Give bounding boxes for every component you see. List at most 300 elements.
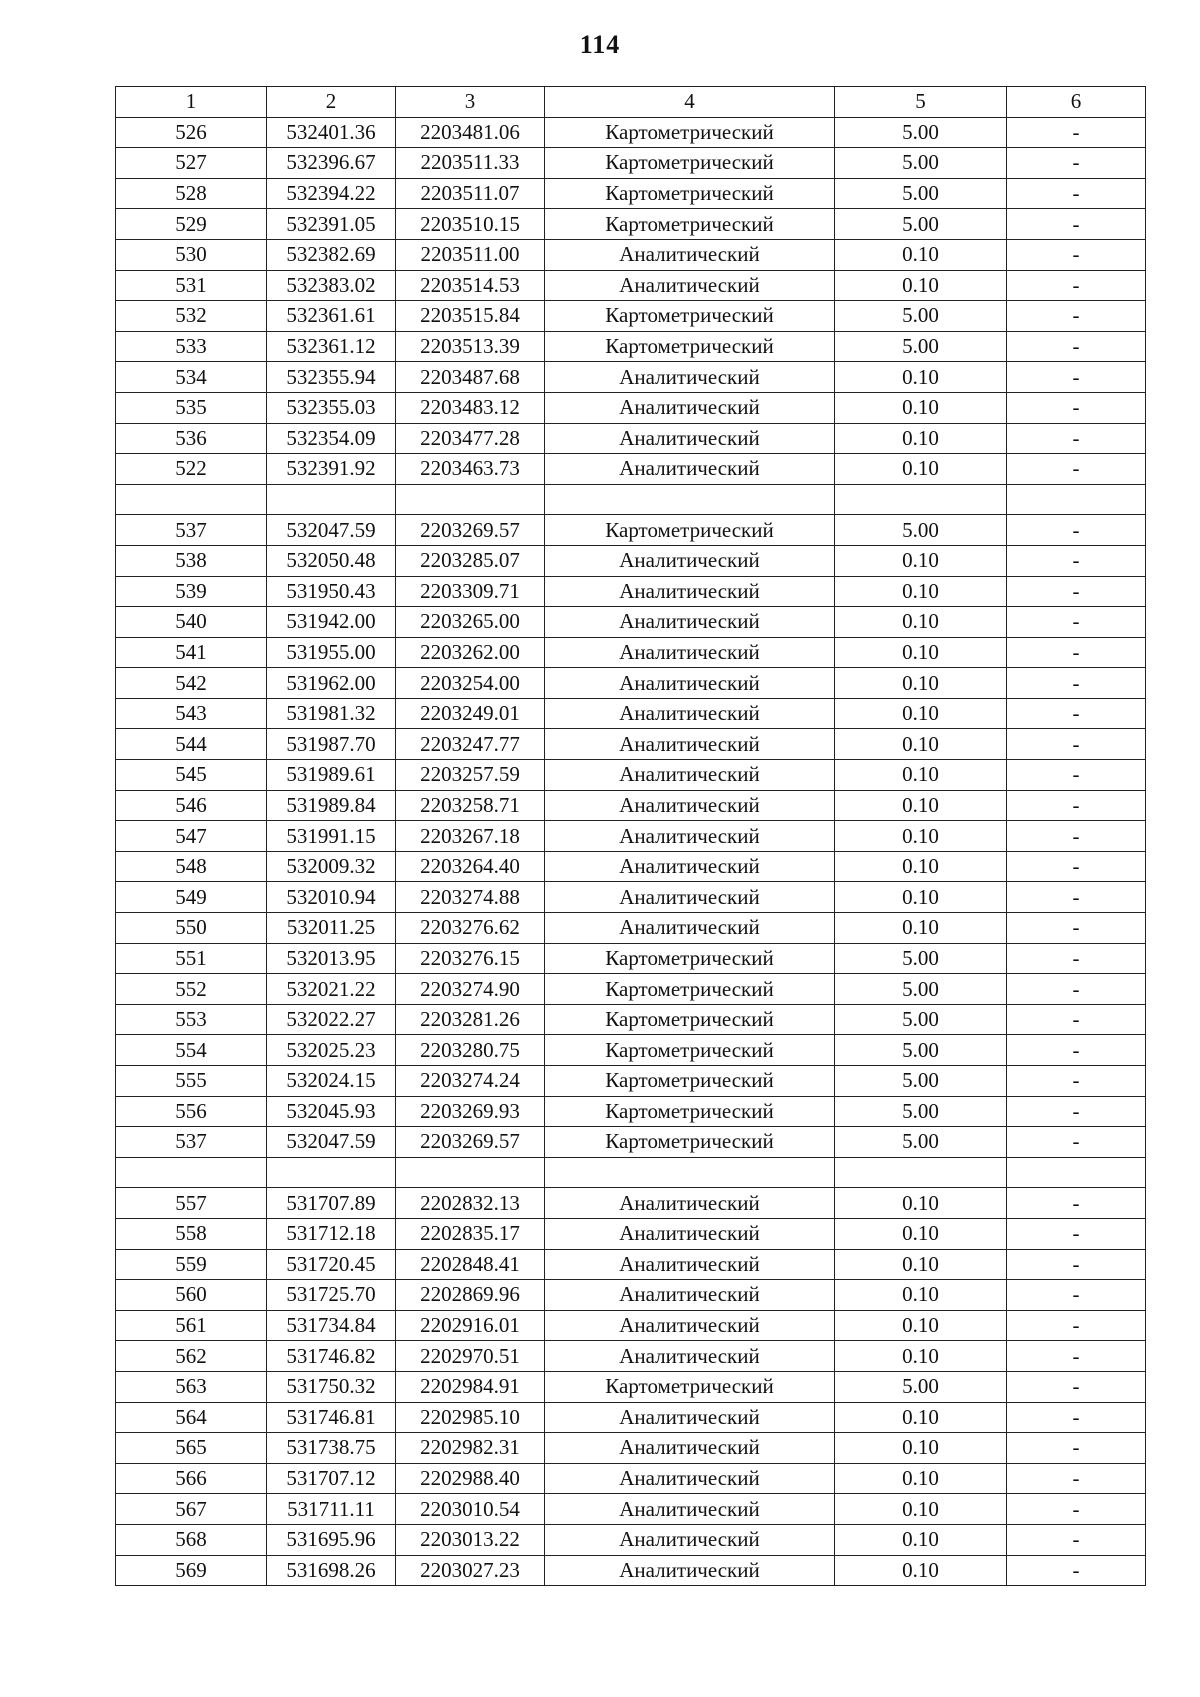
table-row xyxy=(116,1524,1146,1555)
point-number-cell: 556 xyxy=(116,1096,267,1127)
y-coordinate-cell: 2203274.88 xyxy=(396,882,545,913)
table-row xyxy=(116,423,1146,454)
note-cell: - xyxy=(1007,1371,1146,1402)
accuracy-cell: 0.10 xyxy=(835,1463,1007,1494)
table-row xyxy=(116,637,1146,668)
method-cell: Картометрический xyxy=(545,1127,835,1158)
point-number-cell: 535 xyxy=(116,392,267,423)
method-cell: Картометрический xyxy=(545,943,835,974)
note-cell xyxy=(1007,484,1146,515)
x-coordinate-cell xyxy=(267,484,396,515)
accuracy-cell: 5.00 xyxy=(835,1371,1007,1402)
accuracy-cell: 5.00 xyxy=(835,943,1007,974)
table-row xyxy=(116,760,1146,791)
y-coordinate-cell: 2202988.40 xyxy=(396,1463,545,1494)
method-cell: Картометрический xyxy=(545,301,835,332)
method-cell: Аналитический xyxy=(545,576,835,607)
point-number-cell: 530 xyxy=(116,239,267,270)
method-cell: Аналитический xyxy=(545,637,835,668)
note-cell: - xyxy=(1007,1463,1146,1494)
accuracy-cell: 0.10 xyxy=(835,1218,1007,1249)
point-number-cell: 526 xyxy=(116,117,267,148)
accuracy-cell: 5.00 xyxy=(835,331,1007,362)
x-coordinate-cell: 532383.02 xyxy=(267,270,396,301)
point-number-cell: 566 xyxy=(116,1463,267,1494)
y-coordinate-cell: 2203274.24 xyxy=(396,1066,545,1097)
x-coordinate-cell: 531942.00 xyxy=(267,607,396,638)
method-cell: Аналитический xyxy=(545,1310,835,1341)
accuracy-cell: 5.00 xyxy=(835,1096,1007,1127)
table-row xyxy=(116,790,1146,821)
x-coordinate-cell: 532013.95 xyxy=(267,943,396,974)
x-coordinate-cell: 532022.27 xyxy=(267,1004,396,1035)
column-header-1: 1 xyxy=(116,87,267,118)
page-number: 114 xyxy=(579,30,621,59)
y-coordinate-cell: 2203254.00 xyxy=(396,668,545,699)
accuracy-cell: 0.10 xyxy=(835,576,1007,607)
x-coordinate-cell: 531989.61 xyxy=(267,760,396,791)
note-cell: - xyxy=(1007,913,1146,944)
y-coordinate-cell: 2203013.22 xyxy=(396,1524,545,1555)
accuracy-cell: 0.10 xyxy=(835,668,1007,699)
y-coordinate-cell xyxy=(396,484,545,515)
note-cell: - xyxy=(1007,209,1146,240)
table-row xyxy=(116,1310,1146,1341)
table-row xyxy=(116,515,1146,546)
x-coordinate-cell: 531991.15 xyxy=(267,821,396,852)
point-number-cell: 561 xyxy=(116,1310,267,1341)
method-cell: Картометрический xyxy=(545,209,835,240)
accuracy-cell: 5.00 xyxy=(835,515,1007,546)
y-coordinate-cell: 2203481.06 xyxy=(396,117,545,148)
table-row xyxy=(116,1188,1146,1219)
x-coordinate-cell: 532354.09 xyxy=(267,423,396,454)
note-cell: - xyxy=(1007,1433,1146,1464)
y-coordinate-cell: 2203483.12 xyxy=(396,392,545,423)
separator-row xyxy=(116,484,1146,515)
point-number-cell: 546 xyxy=(116,790,267,821)
method-cell: Аналитический xyxy=(545,1280,835,1311)
point-number-cell: 550 xyxy=(116,913,267,944)
method-cell: Аналитический xyxy=(545,729,835,760)
accuracy-cell: 0.10 xyxy=(835,607,1007,638)
table-row xyxy=(116,1004,1146,1035)
y-coordinate-cell: 2203463.73 xyxy=(396,454,545,485)
note-cell: - xyxy=(1007,1310,1146,1341)
table-row xyxy=(116,270,1146,301)
accuracy-cell: 0.10 xyxy=(835,882,1007,913)
accuracy-cell: 0.10 xyxy=(835,1494,1007,1525)
y-coordinate-cell: 2202984.91 xyxy=(396,1371,545,1402)
x-coordinate-cell: 532011.25 xyxy=(267,913,396,944)
method-cell: Аналитический xyxy=(545,790,835,821)
point-number-cell xyxy=(116,1157,267,1188)
method-cell: Картометрический xyxy=(545,1371,835,1402)
point-number-cell: 536 xyxy=(116,423,267,454)
x-coordinate-cell: 532024.15 xyxy=(267,1066,396,1097)
y-coordinate-cell: 2203257.59 xyxy=(396,760,545,791)
y-coordinate-cell: 2202848.41 xyxy=(396,1249,545,1280)
accuracy-cell: 0.10 xyxy=(835,423,1007,454)
method-cell: Аналитический xyxy=(545,239,835,270)
y-coordinate-cell: 2203269.93 xyxy=(396,1096,545,1127)
note-cell: - xyxy=(1007,1494,1146,1525)
accuracy-cell: 0.10 xyxy=(835,698,1007,729)
method-cell: Аналитический xyxy=(545,362,835,393)
point-number-cell: 568 xyxy=(116,1524,267,1555)
table-header xyxy=(116,87,1146,118)
y-coordinate-cell: 2203010.54 xyxy=(396,1494,545,1525)
accuracy-cell: 0.10 xyxy=(835,454,1007,485)
method-cell: Картометрический xyxy=(545,331,835,362)
accuracy-cell: 0.10 xyxy=(835,239,1007,270)
point-number-cell: 528 xyxy=(116,178,267,209)
method-cell: Аналитический xyxy=(545,607,835,638)
y-coordinate-cell: 2203510.15 xyxy=(396,209,545,240)
note-cell: - xyxy=(1007,821,1146,852)
x-coordinate-cell: 532361.61 xyxy=(267,301,396,332)
point-number-cell: 537 xyxy=(116,515,267,546)
method-cell: Аналитический xyxy=(545,1524,835,1555)
y-coordinate-cell: 2203249.01 xyxy=(396,698,545,729)
note-cell: - xyxy=(1007,1188,1146,1219)
note-cell: - xyxy=(1007,637,1146,668)
point-number-cell: 557 xyxy=(116,1188,267,1219)
x-coordinate-cell: 532382.69 xyxy=(267,239,396,270)
point-number-cell: 554 xyxy=(116,1035,267,1066)
accuracy-cell: 5.00 xyxy=(835,178,1007,209)
accuracy-cell: 5.00 xyxy=(835,1004,1007,1035)
accuracy-cell: 0.10 xyxy=(835,1310,1007,1341)
table-row xyxy=(116,607,1146,638)
x-coordinate-cell: 531698.26 xyxy=(267,1555,396,1586)
note-cell: - xyxy=(1007,576,1146,607)
table-row xyxy=(116,668,1146,699)
y-coordinate-cell: 2202835.17 xyxy=(396,1218,545,1249)
point-number-cell: 533 xyxy=(116,331,267,362)
note-cell: - xyxy=(1007,1555,1146,1586)
accuracy-cell: 0.10 xyxy=(835,851,1007,882)
point-number-cell: 549 xyxy=(116,882,267,913)
x-coordinate-cell: 532391.92 xyxy=(267,454,396,485)
x-coordinate-cell: 532010.94 xyxy=(267,882,396,913)
accuracy-cell: 0.10 xyxy=(835,790,1007,821)
note-cell: - xyxy=(1007,178,1146,209)
note-cell: - xyxy=(1007,301,1146,332)
table-row xyxy=(116,1096,1146,1127)
method-cell xyxy=(545,484,835,515)
y-coordinate-cell: 2203264.40 xyxy=(396,851,545,882)
y-coordinate-cell: 2202869.96 xyxy=(396,1280,545,1311)
x-coordinate-cell: 532009.32 xyxy=(267,851,396,882)
method-cell: Аналитический xyxy=(545,423,835,454)
y-coordinate-cell: 2203280.75 xyxy=(396,1035,545,1066)
y-coordinate-cell: 2203487.68 xyxy=(396,362,545,393)
table-row xyxy=(116,729,1146,760)
accuracy-cell: 0.10 xyxy=(835,637,1007,668)
column-header-3: 3 xyxy=(396,87,545,118)
x-coordinate-cell: 532394.22 xyxy=(267,178,396,209)
note-cell: - xyxy=(1007,1218,1146,1249)
note-cell: - xyxy=(1007,1004,1146,1035)
table-row xyxy=(116,392,1146,423)
y-coordinate-cell: 2203285.07 xyxy=(396,545,545,576)
table-row xyxy=(116,117,1146,148)
note-cell: - xyxy=(1007,117,1146,148)
x-coordinate-cell: 531955.00 xyxy=(267,637,396,668)
point-number-cell: 555 xyxy=(116,1066,267,1097)
accuracy-cell: 5.00 xyxy=(835,148,1007,179)
x-coordinate-cell: 531981.32 xyxy=(267,698,396,729)
table-row xyxy=(116,943,1146,974)
method-cell xyxy=(545,1157,835,1188)
x-coordinate-cell: 531987.70 xyxy=(267,729,396,760)
x-coordinate-cell: 532047.59 xyxy=(267,515,396,546)
method-cell: Аналитический xyxy=(545,545,835,576)
point-number-cell: 522 xyxy=(116,454,267,485)
method-cell: Аналитический xyxy=(545,1188,835,1219)
x-coordinate-cell: 531962.00 xyxy=(267,668,396,699)
note-cell xyxy=(1007,1157,1146,1188)
table-row xyxy=(116,1127,1146,1158)
point-number-cell: 539 xyxy=(116,576,267,607)
point-number-cell xyxy=(116,484,267,515)
point-number-cell: 563 xyxy=(116,1371,267,1402)
y-coordinate-cell: 2203511.00 xyxy=(396,239,545,270)
note-cell: - xyxy=(1007,668,1146,699)
x-coordinate-cell: 532050.48 xyxy=(267,545,396,576)
point-number-cell: 542 xyxy=(116,668,267,699)
table-row xyxy=(116,1218,1146,1249)
table-row xyxy=(116,209,1146,240)
table-row xyxy=(116,301,1146,332)
point-number-cell: 553 xyxy=(116,1004,267,1035)
x-coordinate-cell: 532025.23 xyxy=(267,1035,396,1066)
method-cell: Аналитический xyxy=(545,1494,835,1525)
table-row xyxy=(116,1035,1146,1066)
note-cell: - xyxy=(1007,1066,1146,1097)
method-cell: Аналитический xyxy=(545,760,835,791)
point-number-cell: 564 xyxy=(116,1402,267,1433)
note-cell: - xyxy=(1007,362,1146,393)
note-cell: - xyxy=(1007,392,1146,423)
note-cell: - xyxy=(1007,1249,1146,1280)
table-row xyxy=(116,1280,1146,1311)
table-row xyxy=(116,1433,1146,1464)
method-cell: Аналитический xyxy=(545,1555,835,1586)
x-coordinate-cell: 531707.12 xyxy=(267,1463,396,1494)
accuracy-cell: 0.10 xyxy=(835,1402,1007,1433)
note-cell: - xyxy=(1007,974,1146,1005)
accuracy-cell: 0.10 xyxy=(835,1524,1007,1555)
point-number-cell: 531 xyxy=(116,270,267,301)
method-cell: Аналитический xyxy=(545,1433,835,1464)
x-coordinate-cell: 532396.67 xyxy=(267,148,396,179)
method-cell: Картометрический xyxy=(545,1066,835,1097)
point-number-cell: 527 xyxy=(116,148,267,179)
y-coordinate-cell: 2203477.28 xyxy=(396,423,545,454)
column-header-5: 5 xyxy=(835,87,1007,118)
x-coordinate-cell: 531734.84 xyxy=(267,1310,396,1341)
method-cell: Аналитический xyxy=(545,1218,835,1249)
coordinates-table xyxy=(115,86,1146,1586)
x-coordinate-cell: 531712.18 xyxy=(267,1218,396,1249)
method-cell: Аналитический xyxy=(545,1463,835,1494)
x-coordinate-cell: 532355.03 xyxy=(267,392,396,423)
table-row xyxy=(116,576,1146,607)
note-cell: - xyxy=(1007,760,1146,791)
point-number-cell: 540 xyxy=(116,607,267,638)
point-number-cell: 529 xyxy=(116,209,267,240)
y-coordinate-cell: 2202916.01 xyxy=(396,1310,545,1341)
accuracy-cell: 5.00 xyxy=(835,209,1007,240)
method-cell: Аналитический xyxy=(545,454,835,485)
point-number-cell: 551 xyxy=(116,943,267,974)
x-coordinate-cell: 531720.45 xyxy=(267,1249,396,1280)
table-body xyxy=(116,117,1146,1586)
y-coordinate-cell: 2203276.15 xyxy=(396,943,545,974)
accuracy-cell: 5.00 xyxy=(835,974,1007,1005)
x-coordinate-cell: 532401.36 xyxy=(267,117,396,148)
point-number-cell: 559 xyxy=(116,1249,267,1280)
x-coordinate-cell: 531750.32 xyxy=(267,1371,396,1402)
column-header-2: 2 xyxy=(267,87,396,118)
method-cell: Картометрический xyxy=(545,515,835,546)
x-coordinate-cell: 532391.05 xyxy=(267,209,396,240)
y-coordinate-cell xyxy=(396,1157,545,1188)
accuracy-cell: 0.10 xyxy=(835,1249,1007,1280)
point-number-cell: 544 xyxy=(116,729,267,760)
accuracy-cell: 5.00 xyxy=(835,1127,1007,1158)
accuracy-cell: 0.10 xyxy=(835,545,1007,576)
table-row xyxy=(116,454,1146,485)
note-cell: - xyxy=(1007,1096,1146,1127)
method-cell: Аналитический xyxy=(545,1402,835,1433)
y-coordinate-cell: 2203276.62 xyxy=(396,913,545,944)
y-coordinate-cell: 2203247.77 xyxy=(396,729,545,760)
y-coordinate-cell: 2203267.18 xyxy=(396,821,545,852)
x-coordinate-cell: 532361.12 xyxy=(267,331,396,362)
y-coordinate-cell: 2202985.10 xyxy=(396,1402,545,1433)
column-header-4: 4 xyxy=(545,87,835,118)
note-cell: - xyxy=(1007,1402,1146,1433)
note-cell: - xyxy=(1007,1524,1146,1555)
note-cell: - xyxy=(1007,729,1146,760)
separator-row xyxy=(116,1157,1146,1188)
x-coordinate-cell: 531989.84 xyxy=(267,790,396,821)
method-cell: Аналитический xyxy=(545,698,835,729)
note-cell: - xyxy=(1007,1035,1146,1066)
note-cell: - xyxy=(1007,790,1146,821)
table-row xyxy=(116,331,1146,362)
accuracy-cell: 5.00 xyxy=(835,117,1007,148)
table-row xyxy=(116,913,1146,944)
accuracy-cell: 0.10 xyxy=(835,821,1007,852)
method-cell: Картометрический xyxy=(545,1004,835,1035)
method-cell: Аналитический xyxy=(545,668,835,699)
table-row xyxy=(116,178,1146,209)
point-number-cell: 547 xyxy=(116,821,267,852)
x-coordinate-cell: 531950.43 xyxy=(267,576,396,607)
point-number-cell: 562 xyxy=(116,1341,267,1372)
table-row xyxy=(116,851,1146,882)
accuracy-cell: 0.10 xyxy=(835,1555,1007,1586)
y-coordinate-cell: 2203281.26 xyxy=(396,1004,545,1035)
method-cell: Аналитический xyxy=(545,1341,835,1372)
table-row xyxy=(116,698,1146,729)
note-cell: - xyxy=(1007,882,1146,913)
y-coordinate-cell: 2203513.39 xyxy=(396,331,545,362)
y-coordinate-cell: 2203027.23 xyxy=(396,1555,545,1586)
note-cell: - xyxy=(1007,270,1146,301)
y-coordinate-cell: 2203515.84 xyxy=(396,301,545,332)
point-number-cell: 560 xyxy=(116,1280,267,1311)
table-row xyxy=(116,148,1146,179)
table-row xyxy=(116,1555,1146,1586)
method-cell: Аналитический xyxy=(545,1249,835,1280)
table-row xyxy=(116,362,1146,393)
accuracy-cell xyxy=(835,484,1007,515)
y-coordinate-cell: 2203269.57 xyxy=(396,1127,545,1158)
accuracy-cell xyxy=(835,1157,1007,1188)
point-number-cell: 532 xyxy=(116,301,267,332)
table-row xyxy=(116,1341,1146,1372)
point-number-cell: 545 xyxy=(116,760,267,791)
y-coordinate-cell: 2202970.51 xyxy=(396,1341,545,1372)
table-row xyxy=(116,1494,1146,1525)
point-number-cell: 565 xyxy=(116,1433,267,1464)
table-row xyxy=(116,1402,1146,1433)
note-cell: - xyxy=(1007,331,1146,362)
y-coordinate-cell: 2203511.33 xyxy=(396,148,545,179)
table-row xyxy=(116,1371,1146,1402)
y-coordinate-cell: 2203258.71 xyxy=(396,790,545,821)
x-coordinate-cell: 531707.89 xyxy=(267,1188,396,1219)
table-row xyxy=(116,882,1146,913)
point-number-cell: 537 xyxy=(116,1127,267,1158)
method-cell: Картометрический xyxy=(545,178,835,209)
table-row xyxy=(116,1066,1146,1097)
x-coordinate-cell: 531695.96 xyxy=(267,1524,396,1555)
x-coordinate-cell: 531738.75 xyxy=(267,1433,396,1464)
accuracy-cell: 0.10 xyxy=(835,760,1007,791)
accuracy-cell: 0.10 xyxy=(835,729,1007,760)
note-cell: - xyxy=(1007,148,1146,179)
y-coordinate-cell: 2203262.00 xyxy=(396,637,545,668)
y-coordinate-cell: 2203514.53 xyxy=(396,270,545,301)
method-cell: Картометрический xyxy=(545,974,835,1005)
accuracy-cell: 5.00 xyxy=(835,1035,1007,1066)
x-coordinate-cell xyxy=(267,1157,396,1188)
method-cell: Аналитический xyxy=(545,392,835,423)
point-number-cell: 569 xyxy=(116,1555,267,1586)
method-cell: Аналитический xyxy=(545,913,835,944)
accuracy-cell: 0.10 xyxy=(835,392,1007,423)
y-coordinate-cell: 2202832.13 xyxy=(396,1188,545,1219)
y-coordinate-cell: 2202982.31 xyxy=(396,1433,545,1464)
x-coordinate-cell: 531746.81 xyxy=(267,1402,396,1433)
note-cell: - xyxy=(1007,454,1146,485)
y-coordinate-cell: 2203309.71 xyxy=(396,576,545,607)
point-number-cell: 534 xyxy=(116,362,267,393)
x-coordinate-cell: 532047.59 xyxy=(267,1127,396,1158)
method-cell: Картометрический xyxy=(545,148,835,179)
table-row xyxy=(116,545,1146,576)
note-cell: - xyxy=(1007,1341,1146,1372)
method-cell: Картометрический xyxy=(545,1035,835,1066)
method-cell: Аналитический xyxy=(545,821,835,852)
note-cell: - xyxy=(1007,607,1146,638)
